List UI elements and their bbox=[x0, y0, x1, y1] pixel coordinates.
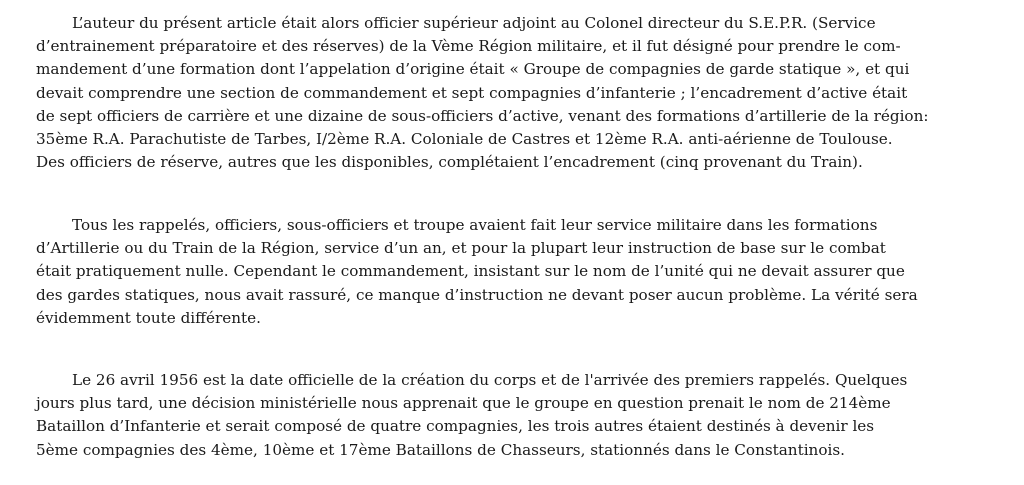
paragraph-line: des gardes statiques, nous avait rassuré, ce manque d’instruction ne devant poser aucun problème. La vérité sera bbox=[36, 285, 918, 304]
paragraph-line: évidemment toute différente. bbox=[36, 308, 261, 327]
paragraph-line: mandement d’une formation dont l’appelation d’origine était « Groupe de compagnies de garde statique », et qui bbox=[36, 60, 910, 79]
paragraph-line: devait comprendre une section de commandement et sept compagnies d’infanterie ; l’encadrement d’active était bbox=[36, 83, 908, 102]
paragraph-3 bbox=[36, 369, 996, 462]
paragraph-line: Des officiers de réserve, autres que les disponibles, complétaient l’encadrement (cinq provenant du Train). bbox=[36, 153, 863, 172]
paragraph-line: était pratiquement nulle. Cependant le commandement, insistant sur le nom de l’unité qui ne devait assurer que bbox=[36, 262, 905, 281]
paragraph-line: Le 26 avril 1956 est la date officielle de la création du corps et de l'arrivée des premiers rappelés. Quelques bbox=[72, 371, 908, 389]
paragraph-line: 5ème compagnies des 4ème, 10ème et 17ème Bataillons de Chasseurs, stationnés dans le Constantinois. bbox=[36, 440, 845, 459]
paragraph-line: L’auteur du présent article était alors officier supérieur adjoint au Colonel directeur du S.E.P.R. (Service bbox=[72, 14, 876, 32]
paragraph-line: d’Artillerie ou du Train de la Région, service d’un an, et pour la plupart leur instruction de base sur le combat bbox=[36, 239, 886, 258]
paragraph-2 bbox=[36, 214, 996, 330]
paragraph-line: d’entrainement préparatoire et des réserves) de la Vème Région militaire, et il fut désigné pour prendre le com- bbox=[36, 37, 901, 56]
paragraph-line: de sept officiers de carrière et une dizaine de sous-officiers d’active, venant des formations d’artillerie de la région: bbox=[36, 106, 929, 125]
paragraph-1 bbox=[36, 12, 996, 174]
paragraph-line: Bataillon d’Infanterie et serait composé de quatre compagnies, les trois autres étaient destinés à devenir les bbox=[36, 417, 875, 436]
paragraph-line: Tous les rappelés, officiers, sous-officiers et troupe avaient fait leur service militaire dans les formations bbox=[72, 216, 878, 234]
paragraph-line: jours plus tard, une décision ministérielle nous apprenait que le groupe en question prenait le nom de 214ème bbox=[36, 394, 891, 413]
paragraph-line: 35ème R.A. Parachutiste de Tarbes, I/2ème R.A. Coloniale de Castres et 12ème R.A. anti-aérienne de Toulouse. bbox=[36, 130, 893, 149]
